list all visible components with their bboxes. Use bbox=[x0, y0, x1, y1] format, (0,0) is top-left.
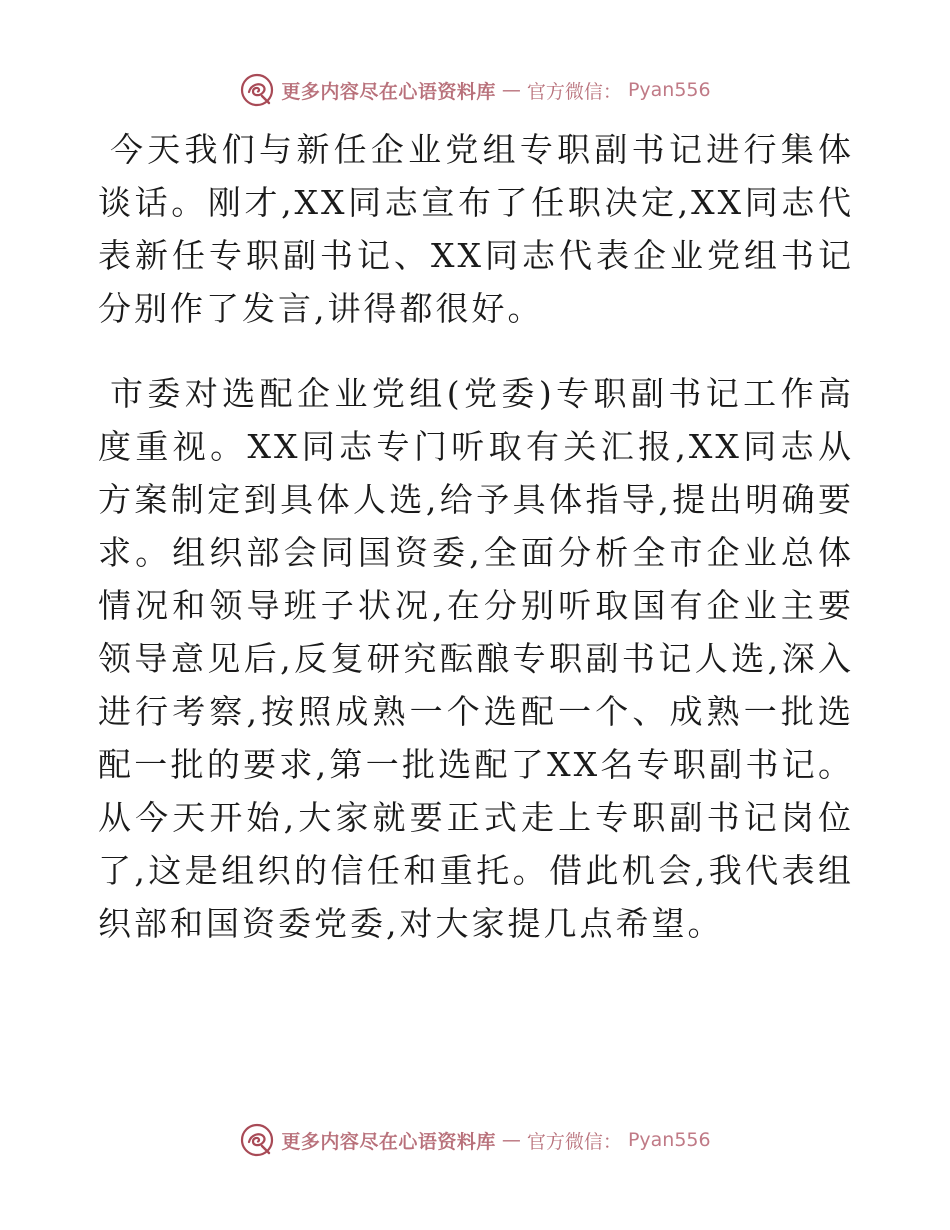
footer-banner bbox=[0, 1120, 950, 1160]
header-dash: — bbox=[501, 79, 521, 101]
header-banner bbox=[0, 70, 950, 110]
header-wechat-label: 官方微信： bbox=[526, 80, 622, 103]
document-body bbox=[98, 123, 854, 950]
header-brand-text: 更多内容尽在心语资料库 bbox=[281, 80, 496, 103]
header-wechat-id: Pyan556 bbox=[627, 79, 711, 101]
footer-brand-text: 更多内容尽在心语资料库 bbox=[281, 1130, 496, 1153]
paragraph-2: 市委对选配企业党组(党委)专职副书记工作高度重视。XX同志专门听取有关汇报,XX同志从方案制定到具体人选,给予具体指导,提出明确要求。组织部会同国资委,全面分析全市企业总体情况和领导班子状况,在分别听取国有企业主要领导意见后,反复研究酝酿专职副书记人选,深入进行考察,按照成熟一个选配一个、成熟一批选配一批的要求,第一批选配了XX名专职副书记。从今天开始,大家就要正式走上专职副书记岗位了,这是组织的信任和重托。借此机会,我代表组织部和国资委党委,对大家提几点希望。 bbox=[98, 374, 854, 943]
footer-dash: — bbox=[501, 1129, 521, 1151]
paragraph-1: 今天我们与新任企业党组专职副书记进行集体谈话。刚才,XX同志宣布了任职决定,XX同志代表新任专职副书记、XX同志代表企业党组书记分别作了发言,讲得都很好。 bbox=[98, 130, 854, 328]
footer-wechat-label: 官方微信： bbox=[526, 1130, 622, 1153]
rose-seal-icon bbox=[239, 72, 275, 108]
footer-wechat-id: Pyan556 bbox=[627, 1129, 711, 1151]
rose-seal-icon bbox=[239, 1122, 275, 1158]
